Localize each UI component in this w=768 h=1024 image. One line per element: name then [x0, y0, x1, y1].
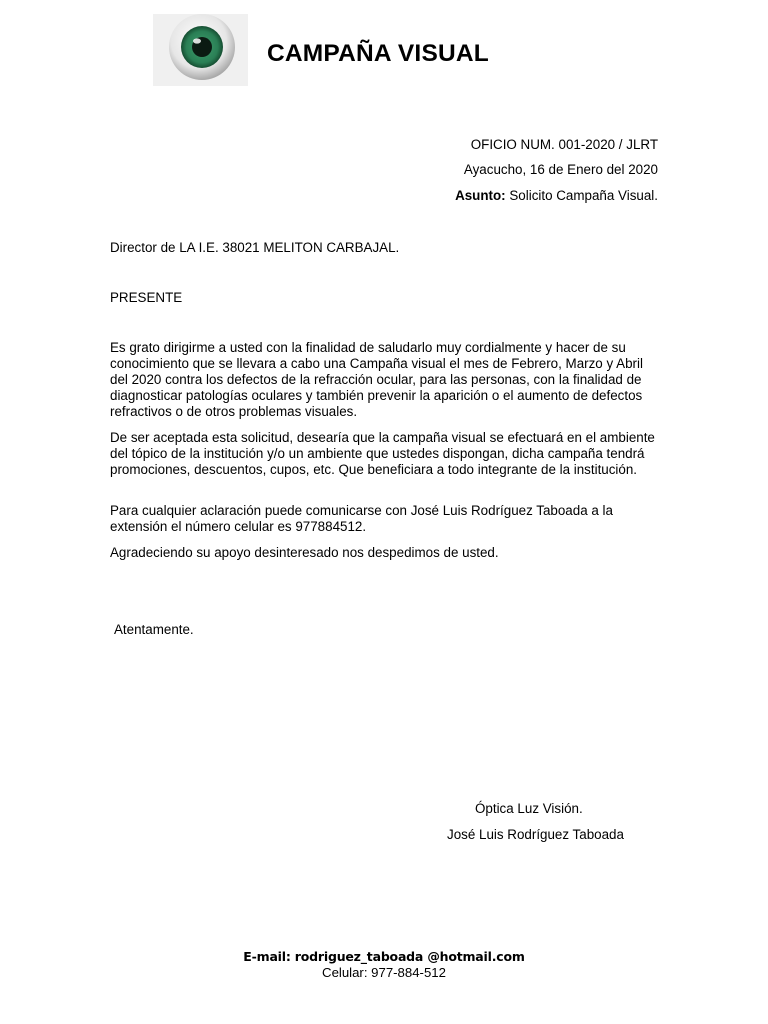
footer-cell: Celular: 977-884-512 — [322, 965, 446, 980]
footer-email: E-mail: rodriguez_taboada @hotmail.com — [243, 949, 525, 964]
paragraph-4: Agradeciendo su apoyo desinteresado nos despedimos de usted. — [110, 545, 499, 560]
subject-line — [455, 188, 658, 203]
paragraph-3: Para cualquier aclaración puede comunicarse con José Luis Rodríguez Taboada a la extensión el número celular es 977884512. — [110, 503, 613, 534]
subject-label: Asunto: — [455, 188, 506, 203]
signature-company: Óptica Luz Visión. — [475, 801, 583, 816]
page-title: CAMPAÑA VISUAL — [267, 40, 489, 67]
closing: Atentamente. — [114, 622, 194, 637]
presente: PRESENTE — [110, 290, 183, 305]
subject-text: Solicito Campaña Visual. — [509, 188, 658, 203]
paragraph-1: Es grato dirigirme a usted con la finalidad de saludarlo muy cordialmente y hacer de su conocimiento que se llevara a cabo una Campaña visual el mes de Febrero, Marzo y Abril del 2020 contra los defectos de la refracción ocular, para las personas, con la finalidad de diagnosticar patologías oculares y también prevenir la aparición o el aumento de defectos refractivos o de otros problemas visuales. — [110, 340, 643, 419]
paragraph-2: De ser aceptada esta solicitud, desearía que la campaña visual se efectuará en el ambiente del tópico de la institución y/o un ambiente que ustedes dispongan, dicha campaña tendrá promociones, descuentos, cupos, etc. Que beneficiara a todo integrante de la institución. — [110, 430, 655, 477]
place-date: Ayacucho, 16 de Enero del 2020 — [463, 162, 658, 177]
logo — [153, 14, 248, 86]
oficio-number: OFICIO NUM. 001-2020 / JLRT — [470, 137, 658, 152]
recipient: Director de LA I.E. 38021 MELITON CARBAJAL. — [110, 240, 400, 255]
signature-name: José Luis Rodríguez Taboada — [447, 827, 624, 842]
eye-icon — [153, 14, 248, 86]
